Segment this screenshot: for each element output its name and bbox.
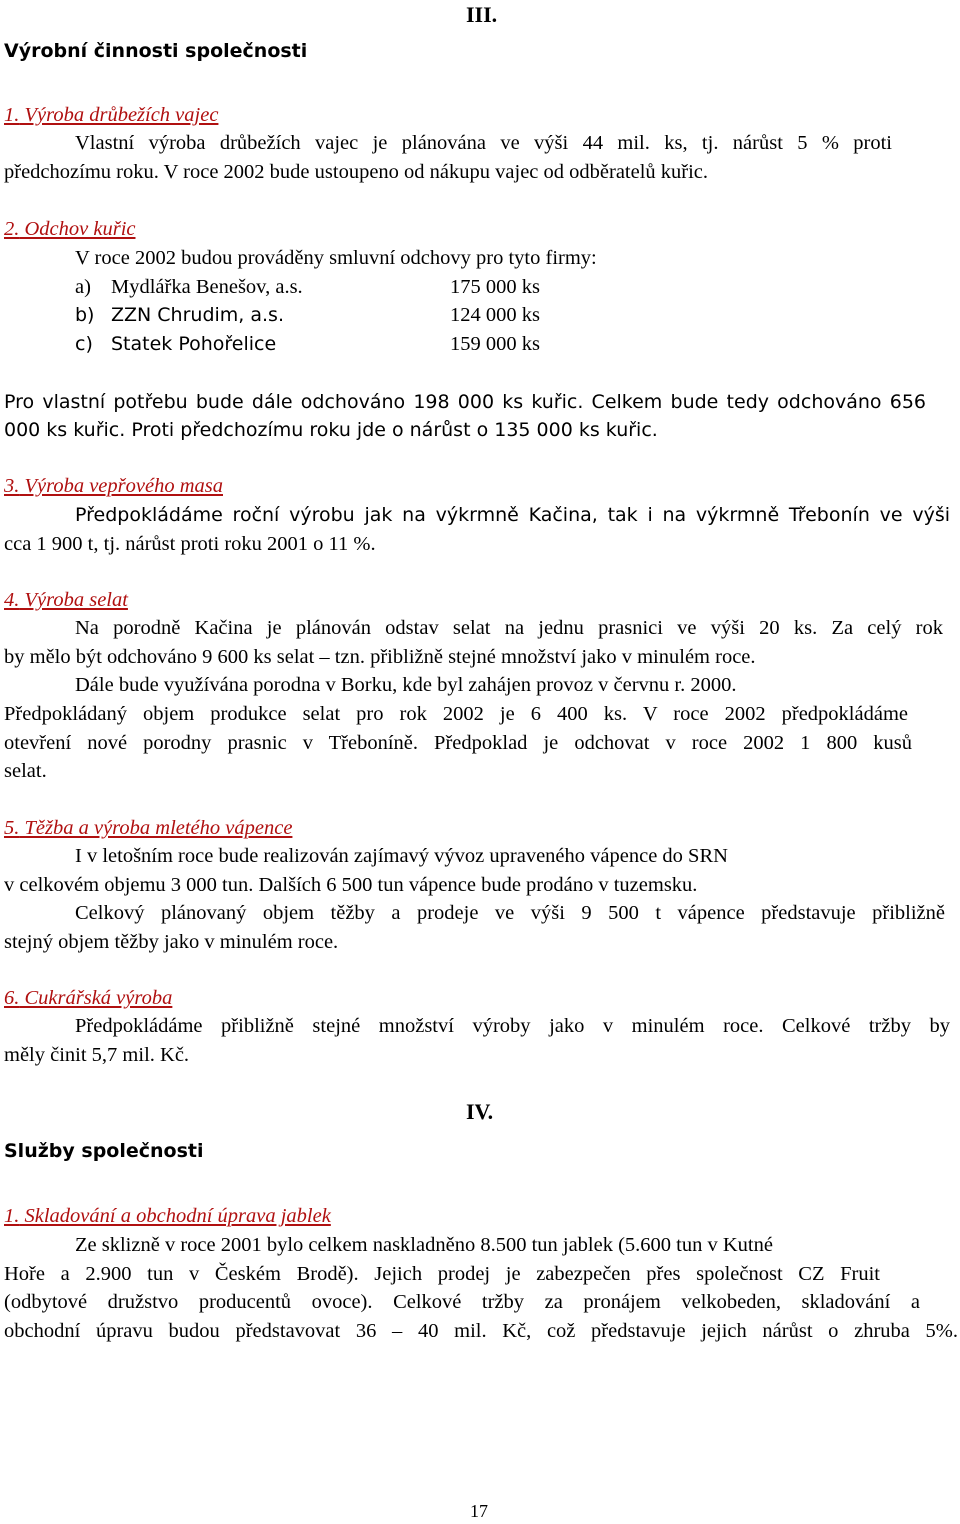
heading-text: Odchov kuřic [24, 218, 136, 240]
paragraph-line: Předpokládáme přibližně stejné množství výroby jako v minulém roce. Celkové tržby by [75, 1015, 950, 1037]
heading-number: 6. [4, 987, 20, 1009]
paragraph-line: Ze sklizně v roce 2001 bylo celkem naskladněno 8.500 tun jablek (5.600 tun v Kutné [75, 1234, 773, 1256]
heading-number: 2. [4, 218, 20, 240]
paragraph-line: v celkovém objemu 3 000 tun. Dalších 6 500 tun vápence bude prodáno v tuzemsku. [4, 874, 698, 896]
heading-number: 3. [4, 475, 20, 497]
heading-number: 4. [4, 589, 20, 611]
paragraph-line: cca 1 900 t, tj. nárůst proti roku 2001 o 11 %. [4, 533, 376, 555]
firm-letter: a) [75, 276, 91, 298]
heading-piglet-production [4, 587, 128, 613]
paragraph-line: Předpokládáme roční výrobu jak na výkrmně Kačina, tak i na výkrmně Třebonín ve výši [75, 504, 950, 526]
heading-apple-storage [4, 1203, 331, 1229]
heading-text: Výroba drůbežích vajec [24, 104, 219, 126]
paragraph-line: 000 ks kuřic. Proti předchozímu roku jde o nárůst o 135 000 ks kuřic. [4, 419, 658, 441]
section-roman-numeral: III. [466, 2, 498, 27]
firm-amount: 159 000 ks [450, 333, 540, 355]
heading-limestone-production [4, 815, 292, 841]
paragraph-line: obchodní úpravu budou představovat 36 – 40 mil. Kč, což představuje jejich nárůst o zhruba 5%. [4, 1320, 958, 1342]
section-roman-numeral: IV. [466, 1099, 494, 1124]
paragraph-line: předchozímu roku. V roce 2002 bude ustoupeno od nákupu vajec od odběratelů kuřic. [4, 161, 709, 183]
paragraph-line: stejný objem těžby jako v minulém roce. [4, 931, 339, 953]
section-title: Výrobní činnosti společnosti [4, 40, 308, 62]
heading-text: Cukrářská výroba [24, 987, 173, 1009]
heading-text: Výroba selat [24, 589, 128, 611]
heading-number: 1. [4, 1205, 20, 1227]
heading-number: 5. [4, 817, 20, 839]
paragraph-line: selat. [4, 760, 47, 782]
paragraph-line: Dále bude využívána porodna v Borku, kde byl zahájen provoz v červnu r. 2000. [75, 674, 737, 696]
firm-amount: 175 000 ks [450, 276, 540, 298]
paragraph-line: Hoře a 2.900 tun v Českém Brodě). Jejich prodej je zabezpečen přes společnost CZ Fruit [4, 1263, 880, 1285]
heading-pork-production [4, 473, 223, 499]
paragraph-line: otevření nové porodny prasnic v Třeboníně. Předpoklad je odchovat v roce 2002 1 800 kusů [4, 732, 912, 754]
paragraph-line: Celkový plánovaný objem těžby a prodeje ve výši 9 500 t vápence představuje přibližně [75, 902, 945, 924]
heading-text: Těžba a výroba mletého vápence [24, 817, 293, 839]
paragraph-line: Pro vlastní potřebu bude dále odchováno 198 000 ks kuřic. Celkem bude tedy odchováno 656 [4, 391, 926, 413]
firm-letter: c) [75, 333, 93, 355]
paragraph-line: Předpokládaný objem produkce selat pro rok 2002 je 6 400 ks. V roce 2002 předpokládáme [4, 703, 908, 725]
firm-name: Mydlářka Benešov, a.s. [111, 276, 303, 298]
heading-chick-rearing [4, 216, 136, 242]
firm-name: ZZN Chrudim, a.s. [111, 304, 284, 326]
paragraph-line: V roce 2002 budou prováděny smluvní odchovy pro tyto firmy: [75, 247, 597, 269]
section-title: Služby společnosti [4, 1140, 204, 1162]
firm-amount: 124 000 ks [450, 304, 540, 326]
heading-text: Skladování a obchodní úprava jablek [24, 1205, 331, 1227]
heading-confectionery [4, 985, 172, 1011]
paragraph-line: měly činit 5,7 mil. Kč. [4, 1044, 190, 1066]
page-number: 17 [470, 1501, 488, 1521]
firm-name: Statek Pohořelice [111, 333, 277, 355]
heading-egg-production [4, 102, 218, 128]
paragraph-line: I v letošním roce bude realizován zajímavý vývoz upraveného vápence do SRN [75, 845, 728, 867]
heading-text: Výroba vepřového masa [24, 475, 223, 497]
firm-letter: b) [75, 304, 95, 326]
paragraph-line: Vlastní výroba drůbežích vajec je plánována ve výši 44 mil. ks, tj. nárůst 5 % proti [75, 132, 892, 154]
paragraph-line: (odbytové družstvo producentů ovoce). Celkové tržby za pronájem velkobeden, skladování a [4, 1291, 920, 1313]
heading-number: 1. [4, 104, 20, 126]
paragraph-line: by mělo být odchováno 9 600 ks selat – tzn. přibližně stejné množství jako v minulém roce. [4, 646, 756, 668]
paragraph-line: Na porodně Kačina je plánován odstav selat na jednu prasnici ve výši 20 ks. Za celý rok [75, 617, 943, 639]
